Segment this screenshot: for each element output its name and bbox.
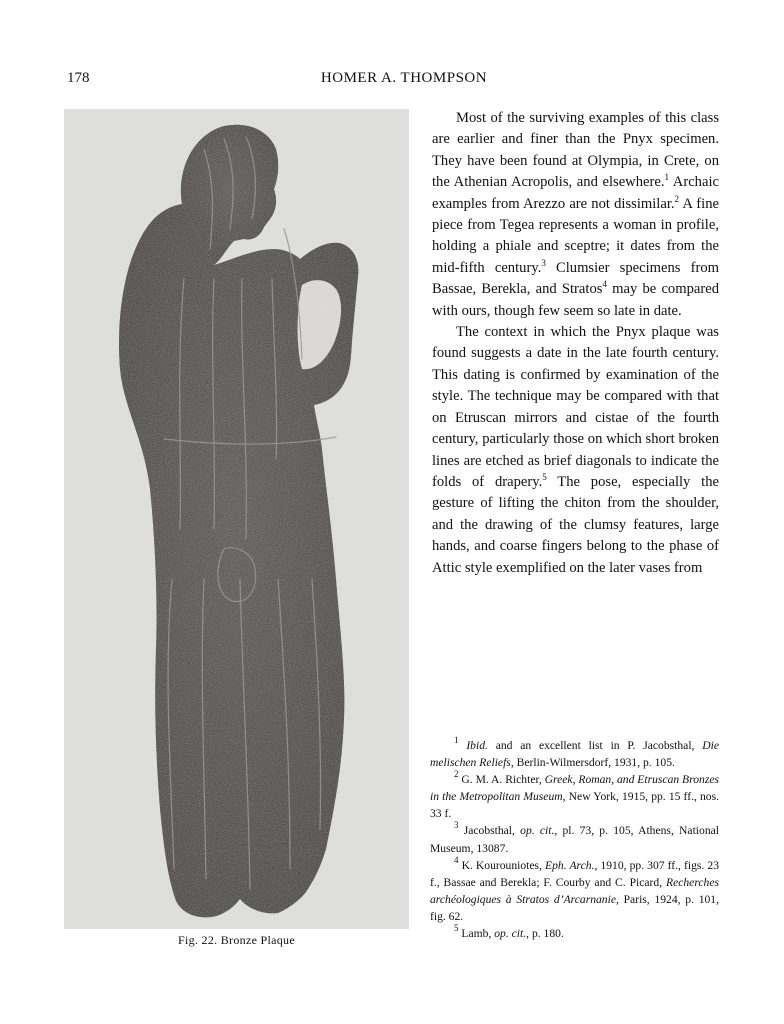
page-number: 178 xyxy=(67,70,90,86)
italic-text: Recherches archéologiques à Stratos d’Arcarnanie xyxy=(430,875,719,906)
text-run: A fine piece from Tegea represents a woman in profile, holding a phiale and sceptre; it dates from the mid-fifth century. xyxy=(432,195,719,276)
footnote-1 xyxy=(430,737,719,771)
text-run: Most of the surviving examples of this class are earlier and finer than the Pnyx specimen. They have been found at Olympia, in Crete, on the Athenian Acropolis, and elsewhere. xyxy=(432,110,719,191)
footnotes xyxy=(430,737,719,942)
italic-text: Greek, Roman, and Etruscan Bronzes in the Metropolitan Museum xyxy=(430,773,719,804)
paragraph-1 xyxy=(432,108,719,322)
text-run: , 1910, pp. 307 ff., figs. 23 f., Bassae and Berekla; F. Courby and C. Picard, xyxy=(430,858,719,889)
italic-text: Ibid. xyxy=(466,739,488,752)
text-run: G. M. A. Richter, xyxy=(458,773,545,787)
text-run: K. Kourouniotes, xyxy=(458,858,546,872)
footnote-ref: 2 xyxy=(454,769,459,780)
italic-text: Die melischen Reliefs xyxy=(430,739,719,770)
footnote-ref: 5 xyxy=(542,471,547,482)
text-run: Clumsier specimens from Bassae, Berekla, and Stratos xyxy=(432,259,719,298)
body-text xyxy=(432,108,719,579)
footnote-2 xyxy=(430,771,719,822)
footnote-3 xyxy=(430,822,719,856)
footnote-ref: 2 xyxy=(674,193,680,204)
footnote-ref: 3 xyxy=(454,820,459,831)
italic-text: op. cit. xyxy=(494,927,527,941)
footnote-4 xyxy=(430,854,719,925)
footnote-ref: 3 xyxy=(541,257,546,268)
text-run: Lamb, xyxy=(458,927,495,941)
footnote-ref: 1 xyxy=(664,172,669,183)
text-run: , Paris, 1924, p. 101, fig. 62. xyxy=(430,892,719,923)
paragraph-2 xyxy=(432,322,719,579)
text-run: Jacobsthal, xyxy=(458,824,521,838)
italic-text: Eph. Arch. xyxy=(545,858,595,872)
text-run: may be compared with ours, though few seem so late in date. xyxy=(432,281,719,319)
bronze-plaque-image xyxy=(64,109,409,929)
footnote-ref: 1 xyxy=(454,735,459,745)
text-run: , p. 180. xyxy=(526,927,564,941)
text-run: and an excellent list in P. Jacobsthal, xyxy=(487,739,703,752)
text-run: The pose, especially the gesture of lifting the chiton from the shoulder, and the drawing of the clumsy features, large hands, and coarse fingers belong to the phase of Attic style exemplified on the later vases from xyxy=(432,473,719,576)
text-run: , New York, 1915, pp. 15 ff., nos. 33 f. xyxy=(430,790,720,821)
footnote-ref: 4 xyxy=(602,279,607,290)
italic-text: op. cit. xyxy=(520,824,555,838)
figure-caption: Fig. 22. Bronze Plaque xyxy=(178,933,295,947)
running-title: HOMER A. THOMPSON xyxy=(320,70,488,86)
footnote-ref: 4 xyxy=(454,854,459,865)
text-run: The context in which the Pnyx plaque was found suggests a date in the late fourth century. This dating is confirmed by examination of the style. The technique may be compared with that on Etruscan mirrors and cistae of the fourth century, particularly those on which short broken lines are etched as brief diagonals to indicate the folds of drapery. xyxy=(432,324,719,490)
footnote-5 xyxy=(430,925,719,942)
text-run: Archaic examples from Arezzo are not dissimilar. xyxy=(432,174,719,212)
figure-photograph xyxy=(64,109,409,929)
text-run: , Berlin-Wilmersdorf, 1931, p. 105. xyxy=(510,756,675,770)
text-run: , pl. 73, p. 105, Athens, National Museum, 13087. xyxy=(430,824,719,855)
footnote-ref: 5 xyxy=(454,923,459,934)
